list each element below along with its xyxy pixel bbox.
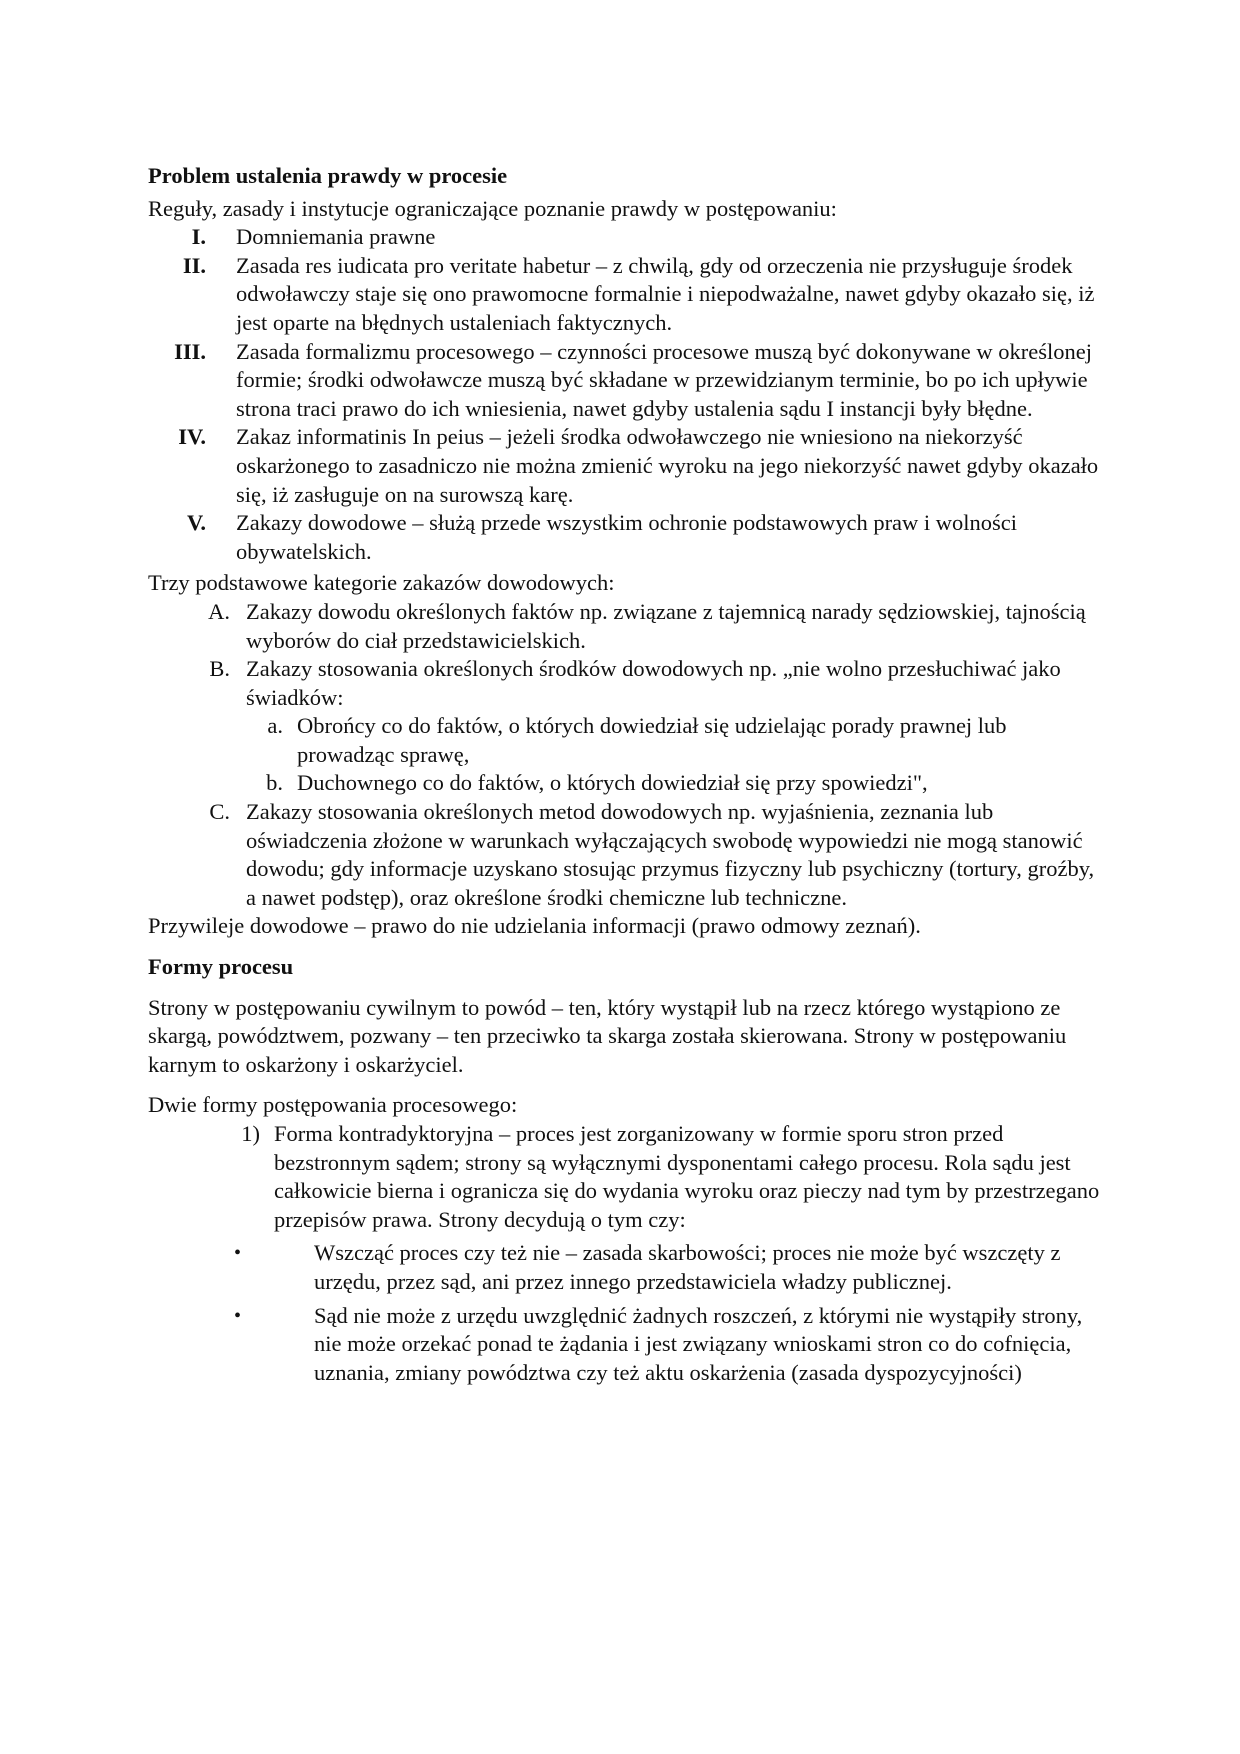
document-body [148, 162, 1108, 1387]
list-item [148, 338, 1108, 424]
list-item [148, 798, 1108, 912]
list-marker: A. [208, 598, 230, 624]
list-item [148, 712, 1108, 769]
list-item [148, 1239, 1108, 1296]
list-marker: IV. [178, 424, 206, 450]
list-item-text: Zakazy dowodu określonych faktów np. związane z tajemnicą narady sędziowskiej, tajnością wyborów do ciał przedstawicielskich. [246, 598, 1086, 653]
list-item-text: Zakaz informatinis In peius – jeżeli środka odwoławczego nie wniesiono na niekorzyść oskarżonego to zasadniczo nie można zmienić wyroku na jego niekorzyść nawet gdyby okazało się, iż zasługuje on na surowszą karę. [236, 424, 1099, 507]
section-title: Problem ustalenia prawdy w procesie [148, 163, 508, 188]
list-item-text: Zasada formalizmu procesowego – czynności procesowe muszą być dokonywane w określonej formie; środki odwoławcze muszą być składane w przewidzianym terminie, bo po ich upływie strona traci prawo do ich wniesienia, nawet gdyby ustalenia sądu I instancji były błędne. [236, 338, 1092, 421]
list-item-text: Domniemania prawne [236, 224, 436, 250]
list-item-text: Forma kontradyktoryjna – proces jest zorganizowany w formie sporu stron przed bezstronnym sądem; strony są wyłącznymi dysponentami całego procesu. Rola sądu jest całkowicie bierna i ogranicza się do wydania wyroku oraz pieczy nad tym by przestrzegano przepisów prawa. Strony decydują o tym czy: [274, 1121, 1100, 1232]
sub-list [148, 712, 1108, 798]
list-marker: B. [209, 656, 230, 682]
list-item-text: Zasada res iudicata pro veritate habetur – z chwilą, gdy od orzeczenia nie przysługuje środek odwoławczy staje się ono prawomocne formalnie i niepodważalne, nawet gdyby okazało się, iż jest oparte na błędnych ustaleniach faktycznych. [236, 252, 1095, 335]
list-item [148, 423, 1108, 509]
list-item [148, 769, 1108, 798]
list-item-text: Zakazy dowodowe – służą przede wszystkim ochronie podstawowych praw i wolności obywatelskich. [236, 510, 1018, 564]
section-title: Formy procesu [148, 954, 294, 980]
list-marker: 1) [241, 1121, 260, 1146]
list-item [148, 655, 1108, 712]
list-item-text: Zakazy stosowania określonych metod dowodowych np. wyjaśnienia, zeznania lub oświadczenia złożone w warunkach wyłączających swobodę wypowiedzi nie mogą stanowić dowodu; gdy informacje uzyskano stosując przymus fizyczny lub psychiczny (tortury, groźby, a nawet podstęp), oraz określone środki chemiczne lub techniczne. [246, 799, 1095, 910]
rules-intro: Reguły, zasady i instytucje ograniczające poznanie prawdy w postępowaniu: [148, 195, 837, 221]
roman-list [148, 223, 1108, 566]
list-item-text: Sąd nie może z urzędu uwzględnić żadnych roszczeń, z którymi nie wystąpiły strony, nie może orzekać ponad te żądania i jest związany wnioskami stron co do cofnięcia, uznania, zmiany powództwa czy też aktu oskarżenia (zasada dyspozycyjności) [314, 1302, 1083, 1385]
privileges-paragraph: Przywileje dowodowe – prawo do nie udzielania informacji (prawo odmowy zeznań). [148, 913, 921, 939]
list-marker: II. [182, 252, 206, 278]
list-item [148, 598, 1108, 655]
list-marker: I. [191, 224, 206, 250]
list-item [148, 1120, 1108, 1234]
list-marker: V. [187, 510, 206, 536]
category-list [148, 598, 1108, 712]
bullet-icon: • [234, 1242, 242, 1265]
numbered-list [148, 1120, 1108, 1234]
parties-paragraph: Strony w postępowaniu cywilnym to powód – ten, który wystąpił lub na rzecz którego wystąpiono ze skargą, powództwem, pozwany – ten przeciwko ta skarga została skierowana. Strony w postępowaniu karnym to oskarżony i oskarżyciel. [148, 994, 1067, 1077]
list-item-text: Obrońcy co do faktów, o których dowiedział się udzielając porady prawnej lub prowadząc sprawę, [297, 713, 1007, 767]
list-item [148, 1302, 1108, 1388]
list-item-text: Zakazy stosowania określonych środków dowodowych np. „nie wolno przesłuchiwać jako świadków: [246, 656, 1061, 710]
list-item [148, 252, 1108, 338]
list-item-text: Wszcząć proces czy też nie – zasada skarbowości; proces nie może być wszczęty z urzędu, przez sąd, ani przez innego przedstawiciela władzy publicznej. [314, 1240, 1061, 1294]
bullet-list [148, 1239, 1108, 1387]
list-item [148, 223, 1108, 252]
list-marker: a. [267, 713, 283, 739]
categories-intro: Trzy podstawowe kategorie zakazów dowodowych: [148, 570, 615, 596]
list-marker: C. [209, 799, 230, 825]
list-item [148, 509, 1108, 566]
list-marker: b. [266, 770, 283, 796]
category-list [148, 798, 1108, 912]
list-item-text: Duchownego co do faktów, o których dowiedział się przy spowiedzi", [297, 770, 928, 796]
list-marker: III. [174, 338, 206, 364]
forms-intro: Dwie formy postępowania procesowego: [148, 1092, 518, 1118]
bullet-icon: • [234, 1304, 242, 1327]
